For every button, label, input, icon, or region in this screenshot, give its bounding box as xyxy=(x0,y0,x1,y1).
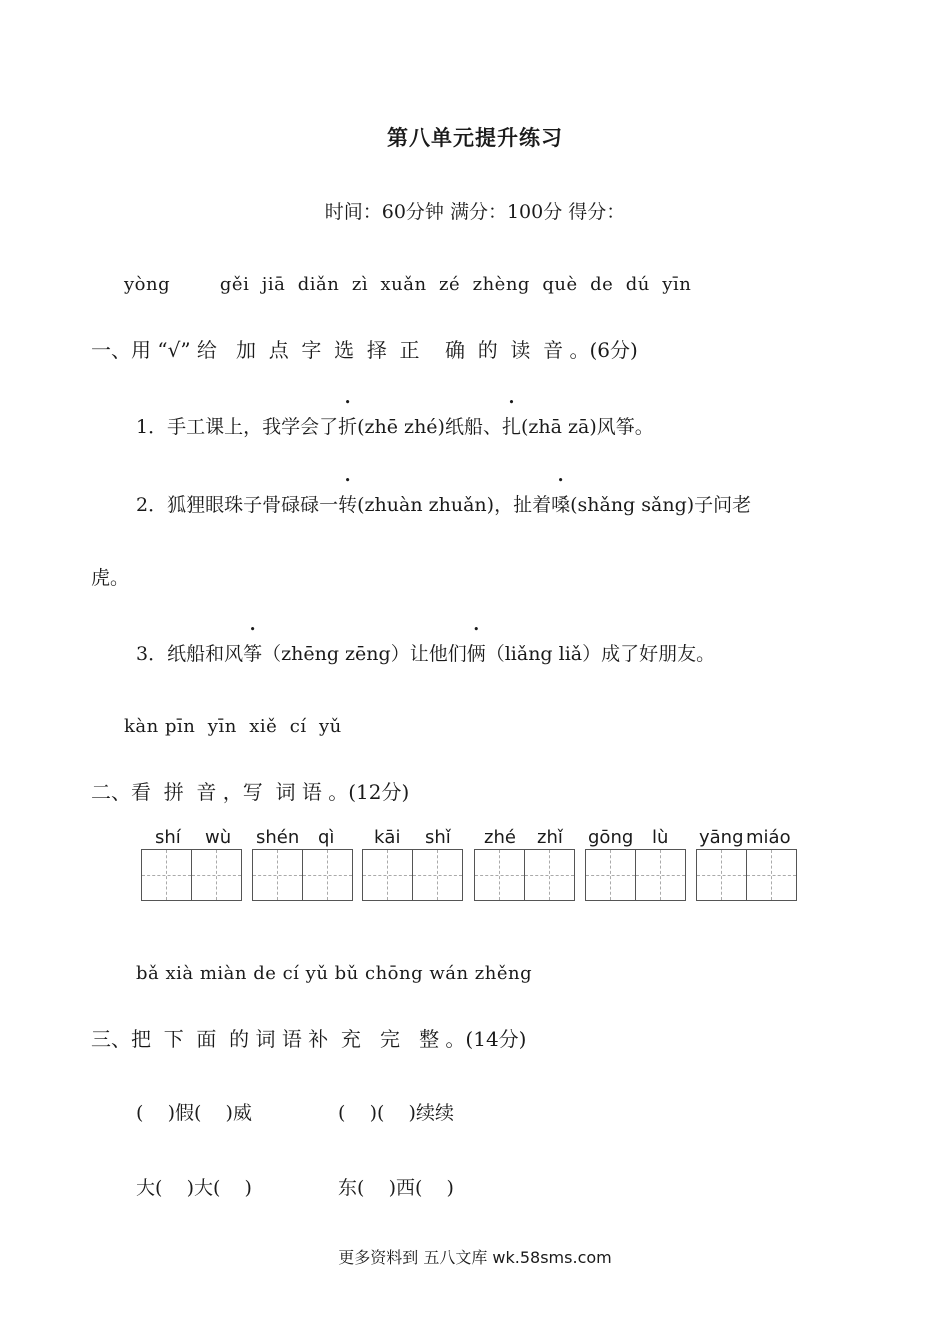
grid-pinyin-1a: shí xyxy=(155,827,181,848)
exam-info: 时间：60分钟 满分：100分 得分： xyxy=(324,201,626,223)
grid-pinyin-1b: wù xyxy=(205,827,232,848)
grid-cell[interactable] xyxy=(635,850,685,900)
grid-pinyin-4b: zhǐ xyxy=(537,827,563,848)
question-1 xyxy=(136,412,654,439)
grid-pinyin-3a: kāi xyxy=(374,827,401,848)
fill-idiom-1[interactable]: ( )假( )威 xyxy=(136,1102,252,1124)
tianzige-box-2[interactable] xyxy=(252,849,353,901)
q2-dotted-char-2: 嗓 xyxy=(551,494,571,516)
grid-pinyin-6a: yāng xyxy=(699,827,744,848)
q3-text-b: （zhēng zēng）让他们 xyxy=(262,643,467,665)
question-2-continued: 虎。 xyxy=(91,567,130,589)
tianzige-box-3[interactable] xyxy=(362,849,463,901)
grid-pinyin-5a: gōng xyxy=(588,827,634,848)
grid-pinyin-5b: lù xyxy=(652,827,669,848)
grid-cell[interactable] xyxy=(363,850,412,900)
grid-pinyin-3b: shǐ xyxy=(425,827,451,848)
sec3-pinyin: bǎ xià miàn de cí yǔ bǔ chōng wán zhěng xyxy=(136,963,533,984)
question-3 xyxy=(136,639,715,666)
q1-dotted-char-1: 折 xyxy=(338,416,358,438)
q3-text-a: 3．纸船和风 xyxy=(136,643,244,665)
q2-text-a: 2．狐狸眼珠子骨碌碌一 xyxy=(136,494,339,516)
q2-text-b: (zhuàn zhuǎn)，扯着 xyxy=(357,494,552,516)
q1-text-b: (zhē zhé)纸船、 xyxy=(357,416,502,438)
footer-text: 更多资料到 五八文库 wk.58sms.com xyxy=(338,1248,612,1267)
grid-cell[interactable] xyxy=(524,850,574,900)
grid-pinyin-2a: shén xyxy=(256,827,300,848)
tianzige-box-6[interactable] xyxy=(696,849,797,901)
q3-dotted-char-1: 筝 xyxy=(243,643,263,665)
grid-cell[interactable] xyxy=(253,850,302,900)
q1-text-a: 1．手工课上，我学会了 xyxy=(136,416,339,438)
grid-cell[interactable] xyxy=(412,850,462,900)
grid-cell[interactable] xyxy=(191,850,241,900)
fill-idiom-3[interactable]: 大( )大( ) xyxy=(136,1177,252,1199)
fill-idiom-4[interactable]: 东( )西( ) xyxy=(338,1177,454,1199)
question-2 xyxy=(136,490,751,517)
q2-text-c: (shǎng sǎng)子问老 xyxy=(570,494,752,516)
grid-cell[interactable] xyxy=(586,850,635,900)
q3-dotted-char-2: 俩 xyxy=(466,643,486,665)
grid-pinyin-6b: miáo xyxy=(746,827,791,848)
tianzige-box-4[interactable] xyxy=(474,849,575,901)
grid-cell[interactable] xyxy=(475,850,524,900)
grid-cell[interactable] xyxy=(697,850,746,900)
tianzige-box-5[interactable] xyxy=(585,849,686,901)
tianzige-box-1[interactable] xyxy=(141,849,242,901)
grid-pinyin-2b: qì xyxy=(318,827,335,848)
sec1-pinyin: yòng gěi jiā diǎn zì xuǎn zé zhèng què de dú yīn xyxy=(124,274,692,295)
grid-pinyin-4a: zhé xyxy=(484,827,516,848)
grid-cell[interactable] xyxy=(302,850,352,900)
sec3-heading: 三、把 下 面 的 词 语 补 充 完 整 。(14分) xyxy=(91,1027,527,1051)
sec1-heading: 一、用 “√” 给 加 点 字 选 择 正 确 的 读 音 。(6分) xyxy=(91,338,638,362)
q2-dotted-char-1: 转 xyxy=(338,494,358,516)
page-title: 第八单元提升练习 xyxy=(387,125,563,150)
q1-text-c: (zhā zā)风筝。 xyxy=(520,416,654,438)
grid-cell[interactable] xyxy=(746,850,796,900)
fill-idiom-2[interactable]: ( )( )续续 xyxy=(338,1102,454,1124)
q3-text-c: （liǎng liǎ）成了好朋友。 xyxy=(485,643,716,665)
sec2-pinyin: kàn pīn yīn xiě cí yǔ xyxy=(124,716,342,737)
q1-dotted-char-2: 扎 xyxy=(501,416,521,438)
grid-cell[interactable] xyxy=(142,850,191,900)
sec2-heading: 二、看 拼 音 ，写 词 语 。(12分) xyxy=(91,780,410,804)
